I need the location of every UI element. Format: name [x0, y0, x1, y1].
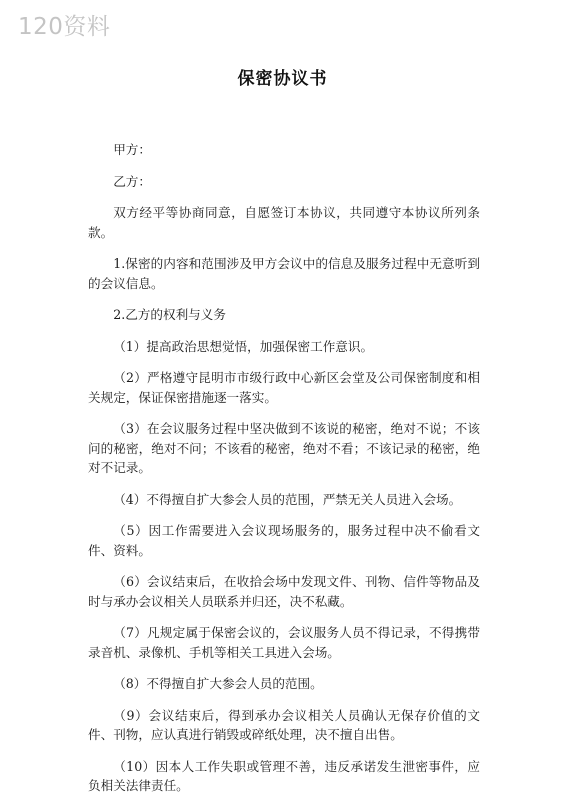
- clause-2-item-8: （8）不得擅自扩大参会人员的范围。: [113, 676, 323, 691]
- clause-2-item-10: （10）因本人工作失职或管理不善，违反承诺发生泄密事件，应负相关法律责任。: [88, 758, 480, 793]
- document-title: 保密协议书: [237, 69, 328, 89]
- clause-2-item-1: （1）提高政治思想觉悟，加强保密工作意识。: [113, 338, 374, 354]
- watermark: 120资料: [18, 14, 111, 40]
- clause-2-item-3: （3）在会议服务过程中坚决做到不该说的秘密，绝对不说；不该问的秘密，绝对不问；不该看的秘密，绝对不看；不该记录的秘密，绝对不记录。: [88, 421, 480, 475]
- party-b-line: 乙方：: [113, 173, 151, 189]
- preamble-paragraph: 双方经平等协商同意，自愿签订本协议，共同遵守本协议所列条款。: [88, 205, 480, 240]
- clause-2-heading: 2.乙方的权利与义务: [113, 307, 226, 322]
- party-a-line: 甲方：: [113, 142, 151, 157]
- clause-2-item-9: （9）会议结束后，得到承办会议相关人员确认无保存价值的文件、刊物，应认真进行销毁或碎纸处理，决不擅自出售。: [88, 707, 480, 742]
- document-body: [88, 140, 480, 808]
- clause-1: 1.保密的内容和范围涉及甲方会议中的信息及服务过程中无意听到的会议信息。: [88, 256, 480, 291]
- clause-2-item-7: （7）凡规定属于保密会议的，会议服务人员不得记录，不得携带录音机、录像机、手机等相关工具进入会场。: [88, 625, 480, 660]
- clause-2-item-4: （4）不得擅自扩大参会人员的范围，严禁无关人员进入会场。: [113, 491, 462, 507]
- clause-2-item-6: （6）会议结束后，在收拾会场中发现文件、刊物、信件等物品及时与承办会议相关人员联系并归还，决不私藏。: [88, 574, 480, 609]
- clause-2-item-2: （2）严格遵守昆明市市级行政中心新区会堂及公司保密制度和相关规定，保证保密措施逐一落实。: [88, 370, 480, 405]
- clause-2-item-5: （5）因工作需要进入会议现场服务的，服务过程中决不偷看文件、资料。: [88, 523, 480, 558]
